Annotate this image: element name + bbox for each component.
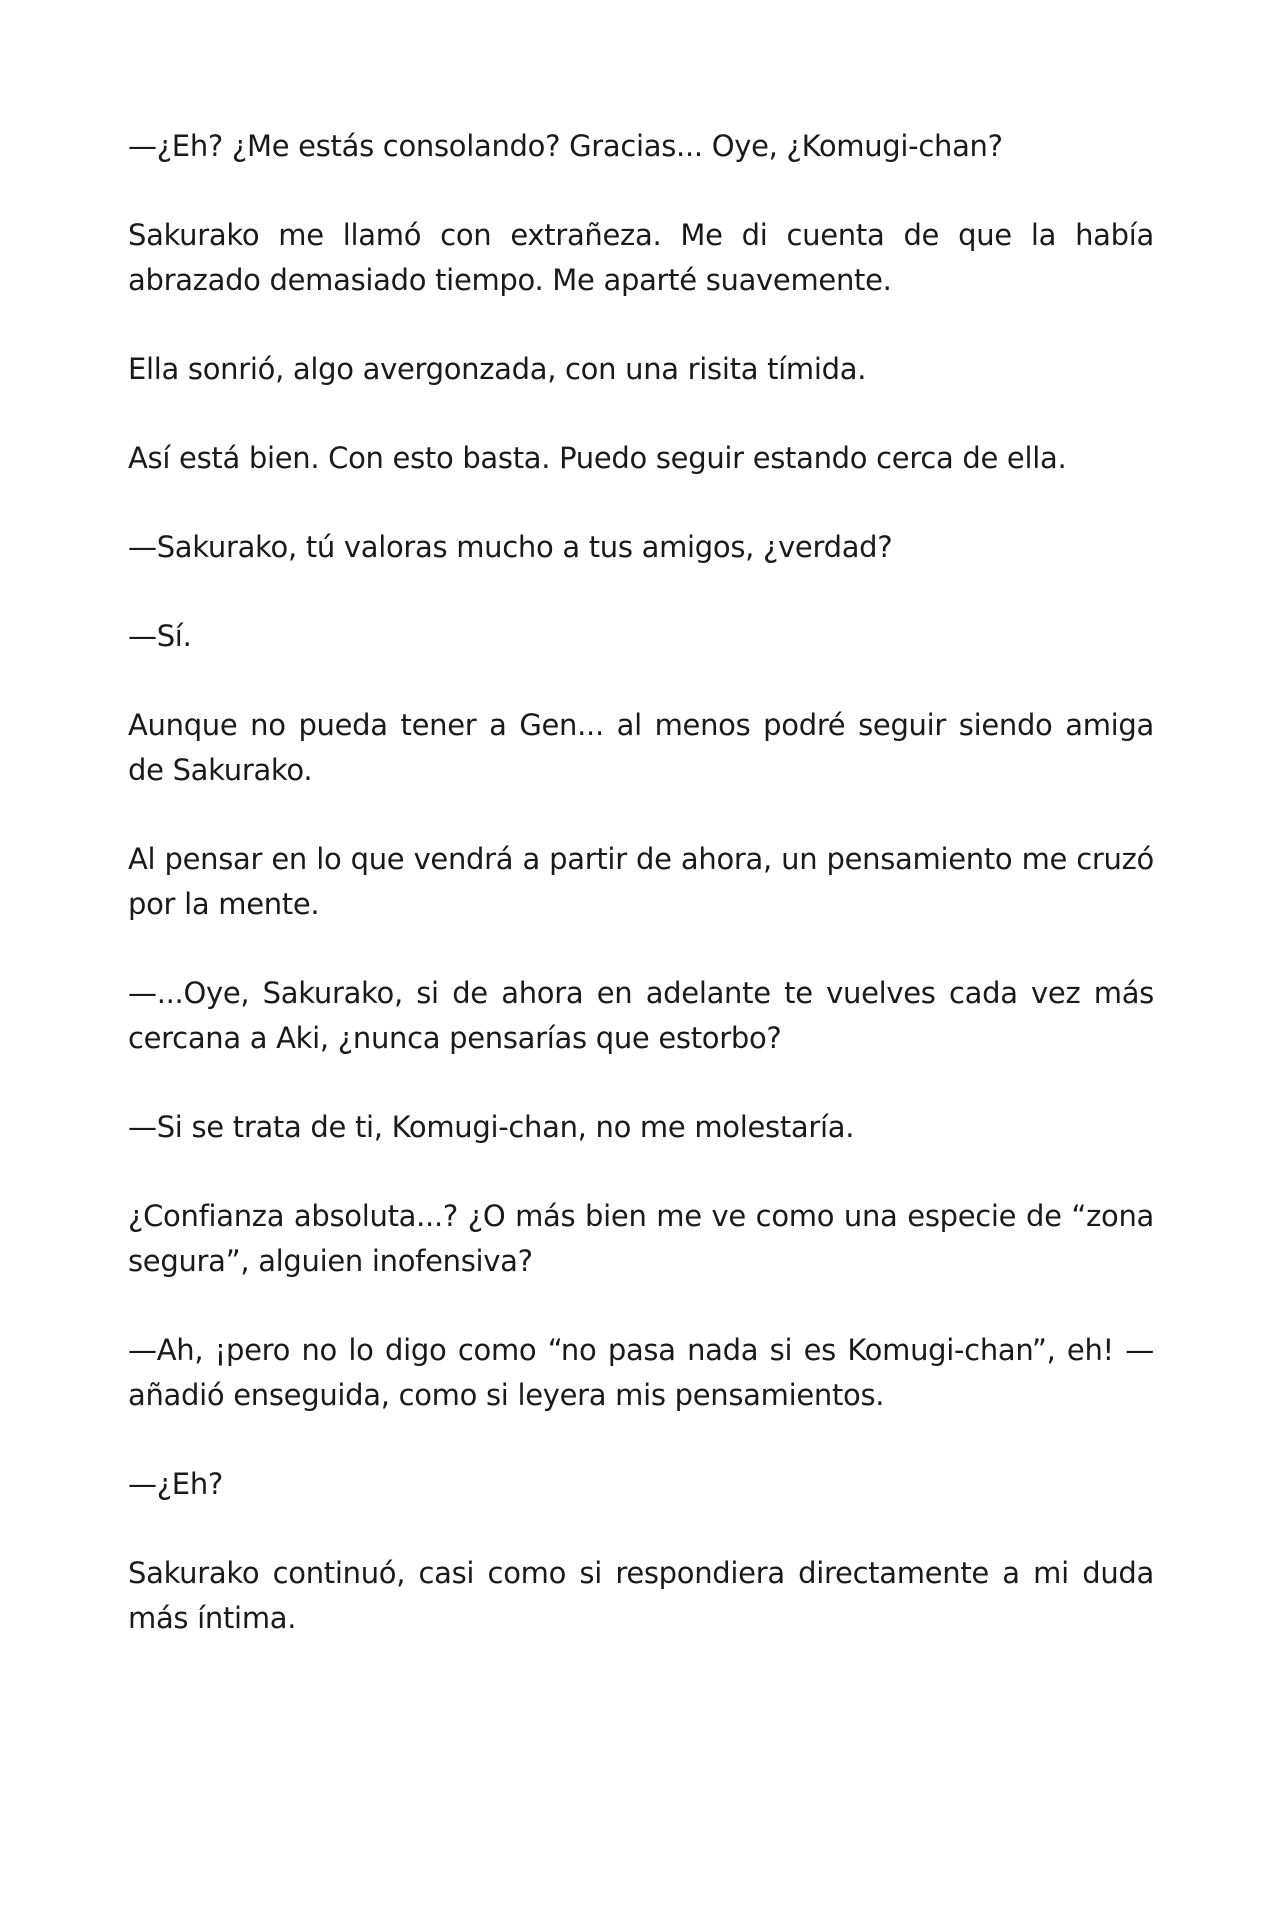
- paragraph: —¿Eh? ¿Me estás consolando? Gracias... Oye, ¿Komugi-chan?: [128, 129, 1003, 163]
- document-body: [128, 124, 1154, 1685]
- paragraph: Sakurako continuó, casi como si respondiera directamente a mi duda más íntima.: [128, 1556, 1154, 1635]
- paragraph: Así está bien. Con esto basta. Puedo seguir estando cerca de ella.: [128, 441, 1067, 475]
- paragraph: Al pensar en lo que vendrá a partir de ahora, un pensamiento me cruzó por la mente.: [128, 842, 1154, 921]
- paragraph: —Ah, ¡pero no lo digo como “no pasa nada si es Komugi-chan”, eh! —añadió enseguida, como si leyera mis pensamientos.: [128, 1333, 1154, 1412]
- paragraph: ¿Confianza absoluta...? ¿O más bien me ve como una especie de “zona segura”, alguien inofensiva?: [128, 1199, 1154, 1278]
- paragraph: —Sí.: [128, 619, 192, 653]
- paragraph: Ella sonrió, algo avergonzada, con una risita tímida.: [128, 352, 867, 386]
- paragraph: —¿Eh?: [128, 1467, 223, 1501]
- paragraph: Aunque no pueda tener a Gen... al menos podré seguir siendo amiga de Sakurako.: [128, 708, 1154, 787]
- paragraph: —Sakurako, tú valoras mucho a tus amigos, ¿verdad?: [128, 530, 893, 564]
- paragraph: —Si se trata de ti, Komugi-chan, no me molestaría.: [128, 1110, 855, 1144]
- paragraph: —...Oye, Sakurako, si de ahora en adelante te vuelves cada vez más cercana a Aki, ¿nunca pensarías que estorbo?: [128, 976, 1154, 1055]
- paragraph: Sakurako me llamó con extrañeza. Me di cuenta de que la había abrazado demasiado tiempo. Me aparté suavemente.: [128, 218, 1154, 297]
